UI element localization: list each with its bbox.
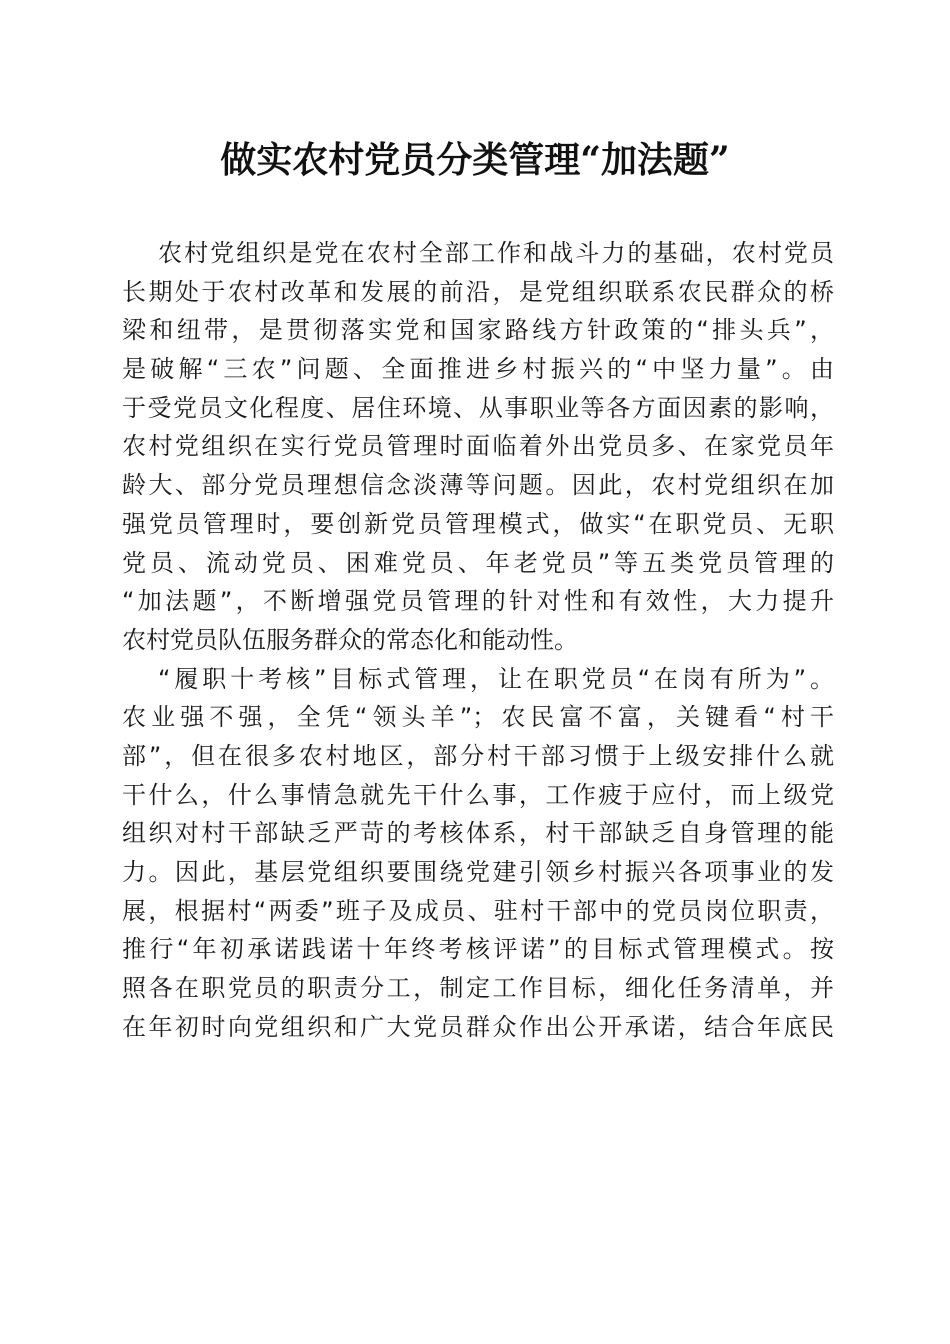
- paragraph-1: [122, 234, 834, 660]
- paragraph-line: 农村党员队伍服务群众的常态化和能动性。: [122, 625, 578, 654]
- paragraph-line: 展，根据村“两委”班子及成员、驻村干部中的党员岗位职责，: [122, 896, 834, 925]
- paragraph-line: 梁和纽带，是贯彻落实党和国家路线方针政策的“排头兵”，: [122, 316, 834, 345]
- paragraph-line: 农村党组织是党在农村全部工作和战斗力的基础，农村党员: [158, 239, 834, 267]
- paragraph-line: 党员、流动党员、困难党员、年老党员”等五类党员管理的: [122, 548, 834, 577]
- paragraph-line: 龄大、部分党员理想信念淡薄等问题。因此，农村党组织在加: [122, 471, 834, 500]
- paragraph-line: 是破解“三农”问题、全面推进乡村振兴的“中坚力量”。由: [122, 355, 834, 384]
- paragraph-line: 在年初时向党组织和广大党员群众作出公开承诺，结合年底民: [122, 1012, 834, 1041]
- paragraph-line: “履职十考核”目标式管理，让在职党员“在岗有所为”。: [158, 664, 834, 693]
- paragraph-line: 推行“年初承诺践诺十年终考核评诺”的目标式管理模式。按: [122, 935, 834, 964]
- paragraph-line: 组织对村干部缺乏严苛的考核体系，村干部缺乏自身管理的能: [122, 819, 834, 848]
- paragraph-line: 长期处于农村改革和发展的前沿，是党组织联系农民群众的桥: [122, 277, 834, 306]
- paragraph-line: 干什么，什么事情急就先干什么事，工作疲于应付，而上级党: [122, 780, 834, 809]
- paragraph-line: “加法题”，不断增强党员管理的针对性和有效性，大力提升: [122, 587, 834, 616]
- paragraph-line: 力。因此，基层党组织要围绕党建引领乡村振兴各项事业的发: [122, 858, 834, 886]
- paragraph-line: 农村党组织在实行党员管理时面临着外出党员多、在家党员年: [122, 432, 834, 461]
- document-body: [122, 234, 834, 1046]
- paragraph-line: 强党员管理时，要创新党员管理模式，做实“在职党员、无职: [122, 509, 834, 538]
- paragraph-line: 于受党员文化程度、居住环境、从事职业等各方面因素的影响，: [122, 393, 834, 422]
- document-title: 做实农村党员分类管理“加法题”: [220, 139, 730, 181]
- paragraph-line: 部”，但在很多农村地区，部分村干部习惯于上级安排什么就: [122, 741, 834, 770]
- paragraph-line: 照各在职党员的职责分工，制定工作目标，细化任务清单，并: [122, 974, 834, 1003]
- paragraph-line: 农业强不强，全凭“领头羊”；农民富不富，关键看“村干: [122, 703, 834, 732]
- paragraph-2: [122, 660, 834, 1047]
